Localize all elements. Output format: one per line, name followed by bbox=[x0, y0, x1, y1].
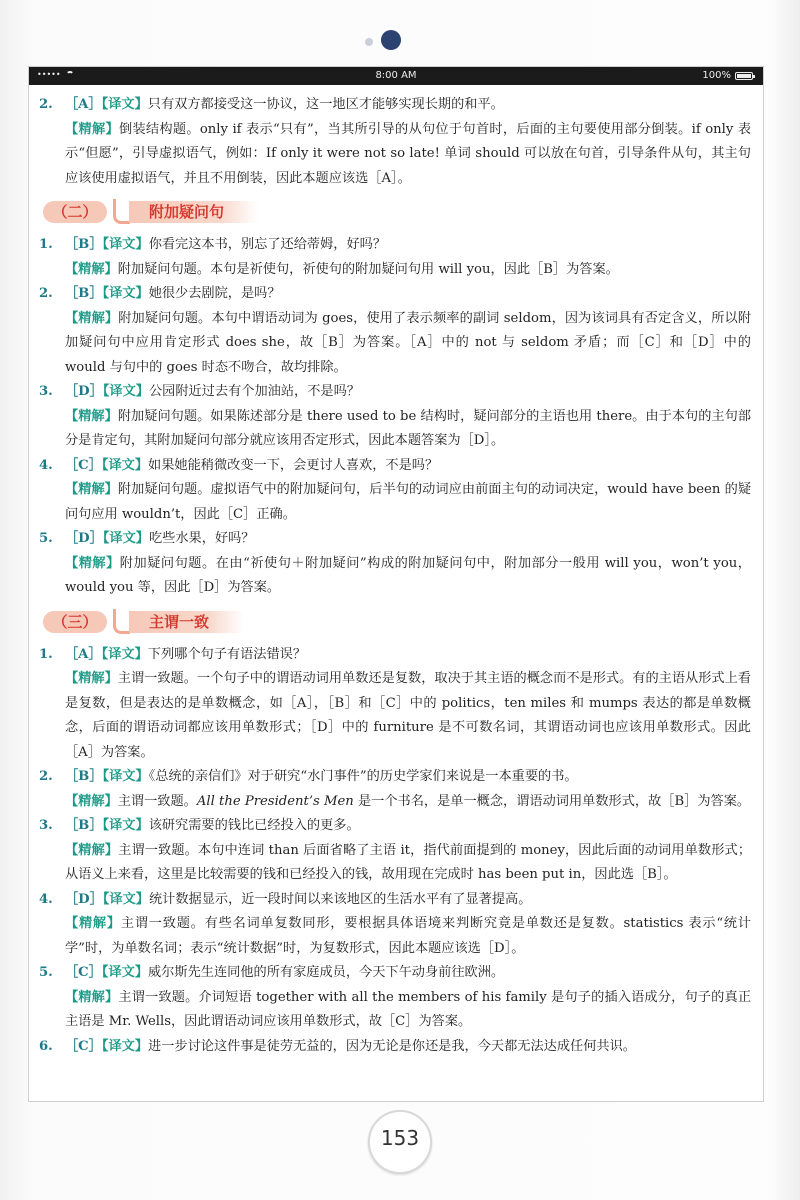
analysis-text: 附加疑问句题。在由“祈使句＋附加疑问”构成的附加疑问句中，附加部分一般用 will you，won’t you，would you 等，因此［D］为答案。 bbox=[65, 555, 751, 595]
camera-icon bbox=[381, 30, 401, 50]
analysis-para bbox=[65, 790, 751, 815]
section-label: （二） bbox=[43, 201, 107, 223]
section-label: （三） bbox=[43, 611, 107, 633]
item-number: 5. bbox=[39, 965, 53, 980]
translation-tag: 【译文】 bbox=[101, 457, 149, 473]
analysis-para bbox=[65, 478, 751, 527]
translation-text: 吃些水果，好吗？ bbox=[148, 531, 255, 546]
answer-item bbox=[39, 643, 751, 766]
analysis-text: 主谓一致题。 bbox=[117, 793, 197, 809]
translation-line bbox=[65, 765, 751, 790]
page-number-badge bbox=[368, 1110, 432, 1174]
translation-text: 如果她能稍微改变一下，会更讨人喜欢，不是吗？ bbox=[148, 457, 439, 473]
item-number: 3. bbox=[39, 818, 53, 833]
item-number: 2. bbox=[39, 286, 53, 301]
translation-line bbox=[65, 961, 751, 986]
analysis-tag: 【精解】 bbox=[65, 121, 119, 137]
answer-item bbox=[39, 765, 751, 814]
translation-tag: 【译文】 bbox=[101, 646, 148, 662]
answer-choice: ［B］ bbox=[65, 237, 103, 252]
answer-choice: ［C］ bbox=[65, 1038, 102, 1054]
answer-choice: ［A］ bbox=[65, 646, 102, 662]
analysis-text: 附加疑问句题。虚拟语气中的附加疑问句，后半句的动词应由前面主句的动词决定，would have been 的疑问句应用 wouldn’t，因此［C］正确。 bbox=[65, 482, 752, 522]
translation-line bbox=[65, 93, 751, 118]
section-title: 附加疑问句 bbox=[129, 201, 258, 223]
analysis-tag: 【精解】 bbox=[65, 261, 118, 277]
translation-tag: 【译文】 bbox=[101, 1038, 149, 1054]
sensor-dot bbox=[365, 38, 373, 46]
translation-text: 该研究需要的钱比已经投入的更多。 bbox=[148, 818, 360, 833]
analysis-tag: 【精解】 bbox=[65, 842, 119, 858]
analysis-text: 主谓一致题。介词短语 together with all the members of his family 是句子的插入语成分，句子的真正主语是 Mr. Wells，因此谓语动词应该用单数形式，故［C］为答案。 bbox=[65, 989, 752, 1029]
analysis-text: 附加疑问句题。本句中谓语动词为 goes，使用了表示频率的副词 seldom，因为该词具有否定含义，所以附加疑问句中应用肯定形式 does she，故［B］为答案。［A］中的 not 与 seldom 矛盾；而［C］和［D］中的 would 与句中的 goes 时态不吻合，故均排除。 bbox=[65, 310, 752, 375]
analysis-para bbox=[65, 667, 751, 765]
answer-choice: ［B］ bbox=[65, 286, 103, 301]
analysis-text: 附加疑问句题。本句是祈使句，祈使句的附加疑问句用 will you，因此［B］为答案。 bbox=[117, 261, 619, 277]
translation-text: 统计数据显示，近一段时间以来该地区的生活水平有了显著提高。 bbox=[148, 891, 532, 907]
item-number: 4. bbox=[39, 457, 53, 473]
analysis-para bbox=[65, 552, 751, 601]
analysis-para bbox=[65, 839, 751, 888]
battery-icon bbox=[735, 72, 753, 80]
page-number: 153 bbox=[380, 1126, 420, 1150]
item-number: 6. bbox=[39, 1038, 53, 1054]
analysis-tag: 【精解】 bbox=[65, 793, 118, 809]
answer-item bbox=[39, 233, 751, 282]
analysis-text: 主谓一致题。本句中连词 than 后面省略了主语 it，指代前面提到的 money，因此后面的动词用单数形式；从语义上来看，这里是比较需要的钱和已经投入的钱，故用现在完成时 has been put in，因此选［B］。 bbox=[65, 842, 752, 882]
page-content bbox=[29, 85, 763, 1059]
translation-text: 威尔斯先生连同他的所有家庭成员，今天下午动身前往欧洲。 bbox=[148, 965, 505, 980]
item-number: 3. bbox=[39, 384, 53, 399]
answer-item bbox=[39, 282, 751, 380]
answer-choice: ［C］ bbox=[65, 457, 102, 473]
translation-tag: 【译文】 bbox=[102, 891, 149, 907]
analysis-text: 主谓一致题。一个句子中的谓语动词用单数还是复数，取决于其主语的概念而不是形式。有的主语从形式上看是复数，但是表达的是单数概念，如［A］，［B］和［C］中的 politics，ten miles 和 mumps 表达的都是单数概念，后面的谓语动词都应该用单数形式；［D］中的 furniture 是不可数名词，其谓语动词也应该用单数形式。因此［A］为答案。 bbox=[65, 671, 752, 760]
item-number: 5. bbox=[39, 531, 53, 546]
analysis-tag: 【精解】 bbox=[65, 555, 120, 571]
translation-text: 进一步讨论这件事是徒劳无益的，因为无论是你还是我，今天都无法达成任何共识。 bbox=[148, 1038, 636, 1054]
analysis-tag: 【精解】 bbox=[65, 482, 118, 497]
item-number: 4. bbox=[39, 891, 53, 907]
translation-tag: 【译文】 bbox=[102, 818, 149, 833]
translation-line bbox=[65, 527, 751, 552]
translation-line bbox=[65, 1035, 751, 1060]
status-right bbox=[702, 70, 753, 81]
translation-tag: 【译文】 bbox=[102, 384, 149, 399]
translation-tag: 【译文】 bbox=[102, 769, 149, 784]
tablet-screen bbox=[28, 66, 764, 1102]
analysis-para bbox=[65, 307, 751, 381]
analysis-para bbox=[65, 405, 751, 454]
translation-text: 她很少去剧院，是吗？ bbox=[148, 286, 281, 301]
answer-item bbox=[39, 888, 751, 962]
translation-line bbox=[65, 233, 751, 258]
answer-item bbox=[39, 1035, 751, 1060]
answer-item bbox=[39, 527, 751, 601]
answer-choice: ［B］ bbox=[65, 818, 103, 833]
section-header-2 bbox=[43, 197, 751, 231]
translation-tag: 【译文】 bbox=[101, 97, 148, 112]
answer-choice: ［C］ bbox=[65, 965, 102, 980]
item-number: 1. bbox=[39, 646, 53, 662]
section-hook-decoration bbox=[113, 609, 130, 634]
analysis-tag: 【精解】 bbox=[65, 989, 119, 1005]
translation-tag: 【译文】 bbox=[102, 286, 149, 301]
answer-item bbox=[39, 814, 751, 888]
section-title: 主谓一致 bbox=[129, 611, 243, 633]
translation-text: 《总统的亲信们》对于研究“水门事件”的历史学家们来说是一本重要的书。 bbox=[148, 769, 578, 784]
status-bar bbox=[29, 67, 763, 85]
translation-text: 下列哪个句子有语法错误？ bbox=[147, 646, 307, 662]
translation-text: 只有双方都接受这一协议，这一地区才能够实现长期的和平。 bbox=[147, 97, 504, 112]
analysis-tag: 【精解】 bbox=[65, 408, 118, 424]
analysis-para bbox=[65, 912, 751, 961]
answer-item bbox=[39, 454, 751, 528]
answer-choice: ［D］ bbox=[65, 531, 103, 546]
translation-line bbox=[65, 454, 751, 479]
analysis-para bbox=[65, 118, 751, 192]
answer-choice: ［D］ bbox=[65, 891, 103, 907]
translation-line bbox=[65, 282, 751, 307]
answer-choice: ［B］ bbox=[65, 769, 103, 784]
analysis-tag: 【精解】 bbox=[65, 310, 119, 326]
translation-tag: 【译文】 bbox=[102, 237, 149, 252]
item-number: 1. bbox=[39, 237, 53, 252]
translation-line bbox=[65, 888, 751, 913]
answer-choice: ［D］ bbox=[65, 384, 103, 399]
answer-item bbox=[39, 93, 751, 191]
status-time: 8:00 AM bbox=[375, 70, 417, 81]
analysis-para bbox=[65, 258, 751, 283]
translation-tag: 【译文】 bbox=[102, 531, 149, 546]
translation-tag: 【译文】 bbox=[101, 965, 149, 980]
item-number: 2. bbox=[39, 97, 53, 112]
translation-text: 你看完这本书，别忘了还给蒂姆，好吗？ bbox=[148, 237, 387, 252]
section-hook-decoration bbox=[113, 199, 130, 224]
translation-line bbox=[65, 380, 751, 405]
section-3-list bbox=[39, 643, 751, 1060]
translation-text: 公园附近过去有个加油站，不是吗？ bbox=[148, 384, 360, 399]
analysis-tag: 【精解】 bbox=[65, 916, 121, 931]
analysis-text-cont: 是一个书名，是单一概念，谓语动词用单数形式，故［B］为答案。 bbox=[353, 793, 751, 809]
signal-icon: ••••• bbox=[37, 70, 61, 79]
answer-item bbox=[39, 961, 751, 1035]
answer-item bbox=[39, 380, 751, 454]
analysis-text: 主谓一致题。有些名词单复数同形，要根据具体语境来判断究竟是单数还是复数。statistics 表示“统计学”时，为单数名词；表示“统计数据”时，为复数形式，因此本题应该选［D］。 bbox=[65, 916, 751, 956]
section-2-list bbox=[39, 233, 751, 601]
translation-line bbox=[65, 643, 751, 668]
answer-choice: ［A］ bbox=[65, 97, 102, 112]
analysis-para bbox=[65, 986, 751, 1035]
analysis-text: 倒装结构题。only if 表示“只有”，当其所引导的从句位于句首时，后面的主句要使用部分倒装。if only 表示“但愿”，引导虚拟语气，例如：If only it were not so late! 单词 should 可以放在句首，引导条件从句，其主句应该使用虚拟语气，并且不用倒装，因此本题应该选［A］。 bbox=[65, 121, 752, 186]
analysis-tag: 【精解】 bbox=[65, 671, 118, 686]
battery-percent: 100% bbox=[702, 70, 731, 81]
item-number: 2. bbox=[39, 769, 53, 784]
section-header-3 bbox=[43, 607, 751, 641]
book-title: All the President’s Men bbox=[196, 793, 354, 809]
translation-line bbox=[65, 814, 751, 839]
analysis-text: 附加疑问句题。如果陈述部分是 there used to be 结构时，疑问部分的主语也用 there。由于本句的主句部分是肯定句，其附加疑问句部分就应该用否定形式，因此本题答案为［D］。 bbox=[65, 408, 752, 448]
